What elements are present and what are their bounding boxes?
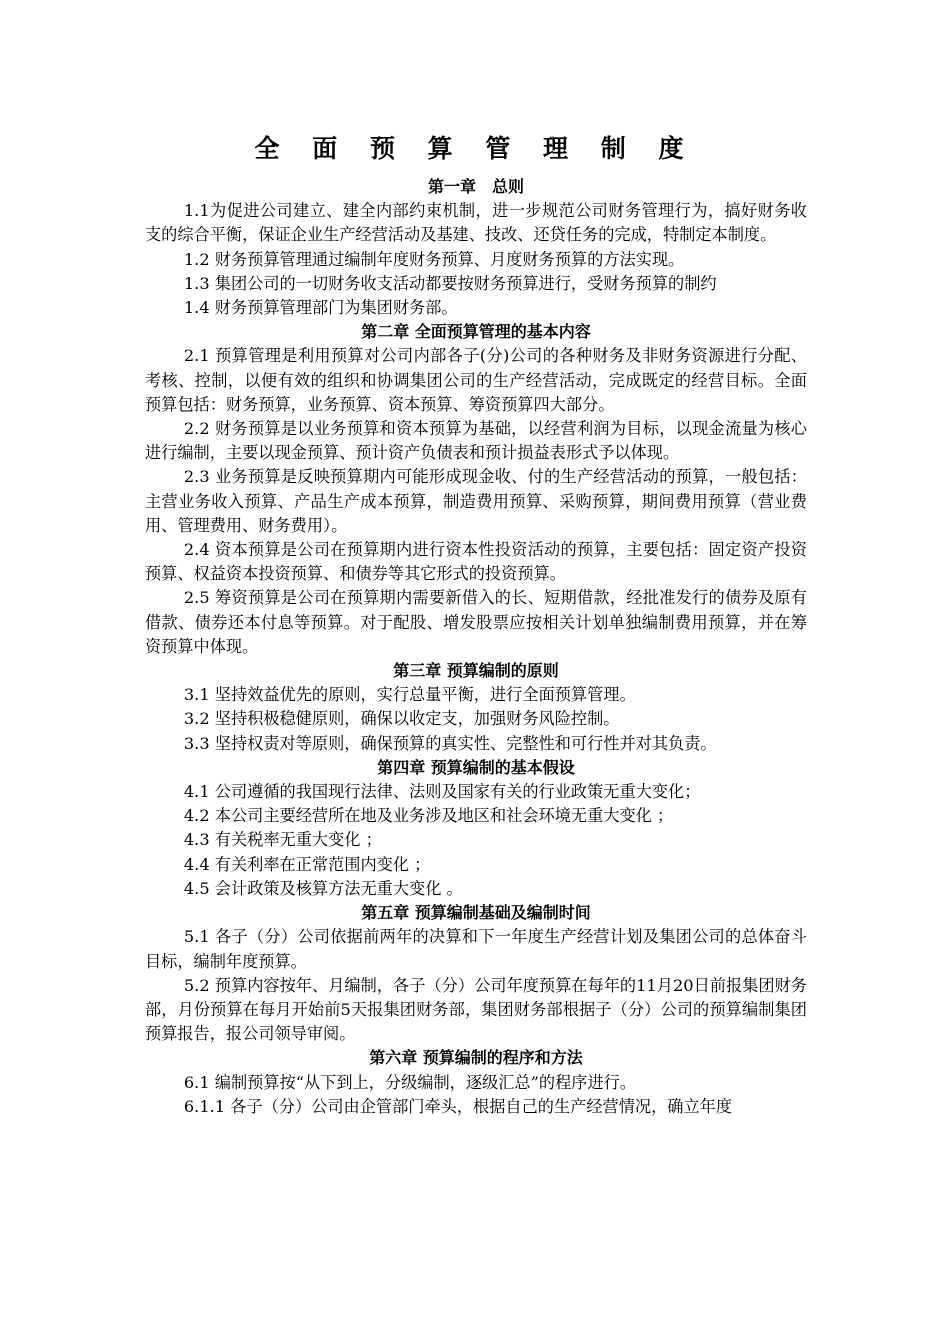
chapter-heading: 第二章 全面预算管理的基本内容	[361, 322, 591, 342]
paragraph: 2.2 财务预算是以业务预算和资本预算为基础，以经营利润为目标，以现金流量为核心进行编制，主要以现金预算、预计资产负债表和预计损益表形式予以体现。	[145, 419, 807, 463]
chapter-heading: 第四章 预算编制的基本假设	[377, 757, 575, 777]
paragraph: 6.1.1 各子（分）公司由企管部门牵头，根据自己的生产经营情况，确立年度	[183, 1096, 733, 1116]
paragraph: 2.1 预算管理是利用预算对公司内部各子(分)公司的各种财务及非财务资源进行分配、考核、控制，以便有效的组织和协调集团公司的生产经营活动，完成既定的经营目标。全面预算包括：财务预算，业务预算、资本预算、筹资预算四大部分。	[145, 346, 807, 414]
document-body	[145, 175, 807, 1119]
chapter-heading: 第五章 预算编制基础及编制时间	[361, 903, 591, 923]
paragraph: 1.1为促进公司建立、建全内部约束机制，进一步规范公司财务管理行为，搞好财务收支的综合平衡，保证企业生产经营活动及基建、技改、还贷任务的完成，特制定本制度。	[145, 201, 807, 245]
paragraph: 3.3 坚持权责对等原则，确保预算的真实性、完整性和可行性并对其负责。	[183, 733, 717, 753]
paragraph: 1.2 财务预算管理通过编制年度财务预算、月度财务预算的方法实现。	[183, 249, 685, 269]
document-title: 全 面 预 算 管 理 制 度	[254, 134, 696, 163]
paragraph: 5.1 各子（分）公司依据前两年的决算和下一年度生产经营计划及集团公司的总体奋斗目标，编制年度预算。	[145, 927, 807, 971]
paragraph: 6.1 编制预算按“从下到上，分级编制，逐级汇总”的程序进行。	[183, 1072, 637, 1092]
paragraph: 2.5 筹资预算是公司在预算期内需要新借入的长、短期借款，经批准发行的债券及原有借款、债券还本付息等预算。对于配股、增发股票应按相关计划单独编制费用预算，并在筹资预算中体现。	[145, 588, 807, 656]
chapter-heading: 第六章 预算编制的程序和方法	[369, 1048, 583, 1068]
paragraph: 2.4 资本预算是公司在预算期内进行资本性投资活动的预算，主要包括：固定资产投资预算、权益资本投资预算、和债券等其它形式的投资预算。	[145, 540, 807, 584]
paragraph: 3.1 坚持效益优先的原则，实行总量平衡，进行全面预算管理。	[183, 685, 636, 705]
paragraph: 1.4 财务预算管理部门为集团财务部。	[183, 298, 458, 318]
paragraph: 5.2 预算内容按年、月编制，各子（分）公司年度预算在每年的11月20日前报集团财务部，月份预算在每月开始前5天报集团财务部，集团财务部根据子（分）公司的预算编制集团预算报告，报公司领导审阅。	[145, 975, 807, 1044]
paragraph: 3.2 坚持积极稳健原则，确保以收定支，加强财务风险控制。	[183, 709, 620, 729]
paragraph: 4.4 有关利率在正常范围内变化 ；	[183, 854, 431, 874]
paragraph: 4.5 会计政策及核算方法无重大变化 。	[183, 878, 463, 898]
paragraph: 2.3 业务预算是反映预算期内可能形成现金收、付的生产经营活动的预算，一般包括：主营业务收入预算、产品生产成本预算，制造费用预算、采购预算，期间费用预算（营业费用、管理费用、财务费用）。	[145, 467, 807, 535]
paragraph: 4.3 有关税率无重大变化 ；	[183, 830, 382, 850]
paragraph: 4.2 本公司主要经营所在地及业务涉及地区和社会环境无重大变化 ；	[183, 806, 674, 826]
chapter-heading: 第三章 预算编制的原则	[393, 661, 559, 681]
chapter-heading: 第一章 总则	[427, 177, 524, 196]
paragraph: 4.1 公司遵循的我国现行法律、法则及国家有关的行业政策无重大变化；	[183, 782, 701, 802]
paragraph: 1.3 集团公司的一切财务收支活动都要按财务预算进行，受财务预算的制约	[183, 273, 717, 293]
